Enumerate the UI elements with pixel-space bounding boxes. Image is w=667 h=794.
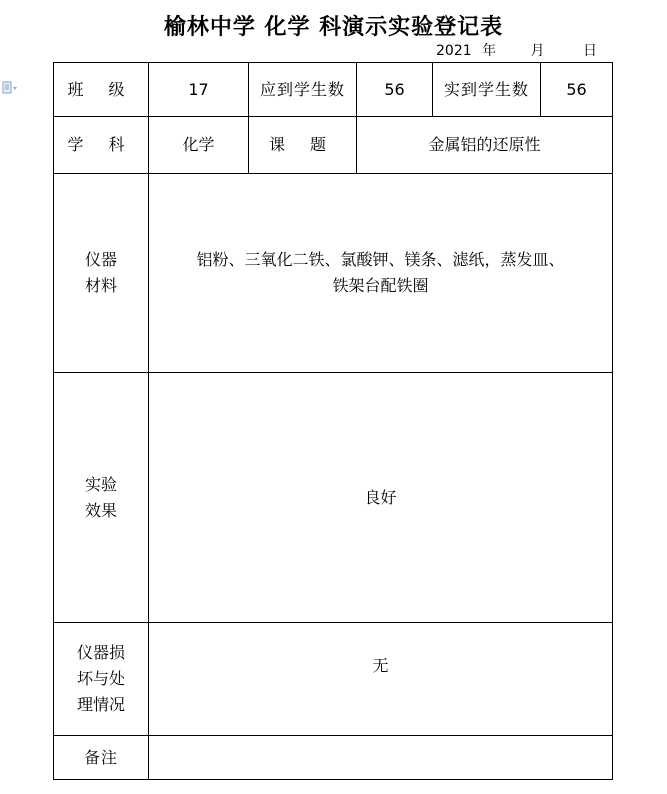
date-month-label: 月 xyxy=(530,43,545,59)
table-row-class xyxy=(54,63,613,117)
effect-label-line1: 实验 xyxy=(84,474,117,494)
materials-label-line1: 仪器 xyxy=(84,250,117,269)
expected-students-label: 应到学生数 xyxy=(249,63,357,117)
table-row-subject xyxy=(54,117,613,174)
notes-value xyxy=(149,736,613,780)
date-day-label: 日 xyxy=(583,43,597,59)
damage-label-line2: 坏与处 xyxy=(76,669,125,688)
materials-label xyxy=(54,174,149,373)
damage-label xyxy=(54,623,149,736)
materials-value-line2: 铁架台配铁圈 xyxy=(332,276,429,295)
effect-label xyxy=(54,373,149,623)
materials-value-line1: 铝粉、三氧化二铁、氯酸钾、镁条、滤纸，蒸发皿、 xyxy=(196,250,565,269)
topic-value: 金属铝的还原性 xyxy=(357,117,613,174)
table-row-materials xyxy=(54,174,613,373)
subject-value: 化学 xyxy=(149,117,249,174)
date-line xyxy=(436,40,597,60)
register-table xyxy=(53,62,613,780)
table-row-effect xyxy=(54,373,613,623)
materials-label-line2: 材料 xyxy=(84,276,117,295)
effect-label-line2: 效果 xyxy=(84,500,117,520)
document-icon[interactable] xyxy=(2,80,18,94)
date-year-label: 年 xyxy=(482,43,497,59)
actual-students-value: 56 xyxy=(541,63,613,117)
page-title: 榆林中学 化学 科演示实验登记表 xyxy=(163,15,504,40)
materials-value xyxy=(149,174,613,373)
topic-label: 课 题 xyxy=(249,117,357,174)
damage-label-line3: 理情况 xyxy=(76,695,125,714)
date-year: 2021 xyxy=(436,43,472,59)
class-label: 班 级 xyxy=(54,63,149,117)
actual-students-label: 实到学生数 xyxy=(433,63,541,117)
subject-label: 学 科 xyxy=(54,117,149,174)
table-row-damage xyxy=(54,623,613,736)
damage-value: 无 xyxy=(149,623,613,736)
damage-label-line1: 仪器损 xyxy=(76,643,125,662)
effect-value: 良好 xyxy=(149,373,613,623)
notes-label: 备注 xyxy=(54,736,149,780)
class-value: 17 xyxy=(149,63,249,117)
expected-students-value: 56 xyxy=(357,63,433,117)
table-row-notes xyxy=(54,736,613,780)
